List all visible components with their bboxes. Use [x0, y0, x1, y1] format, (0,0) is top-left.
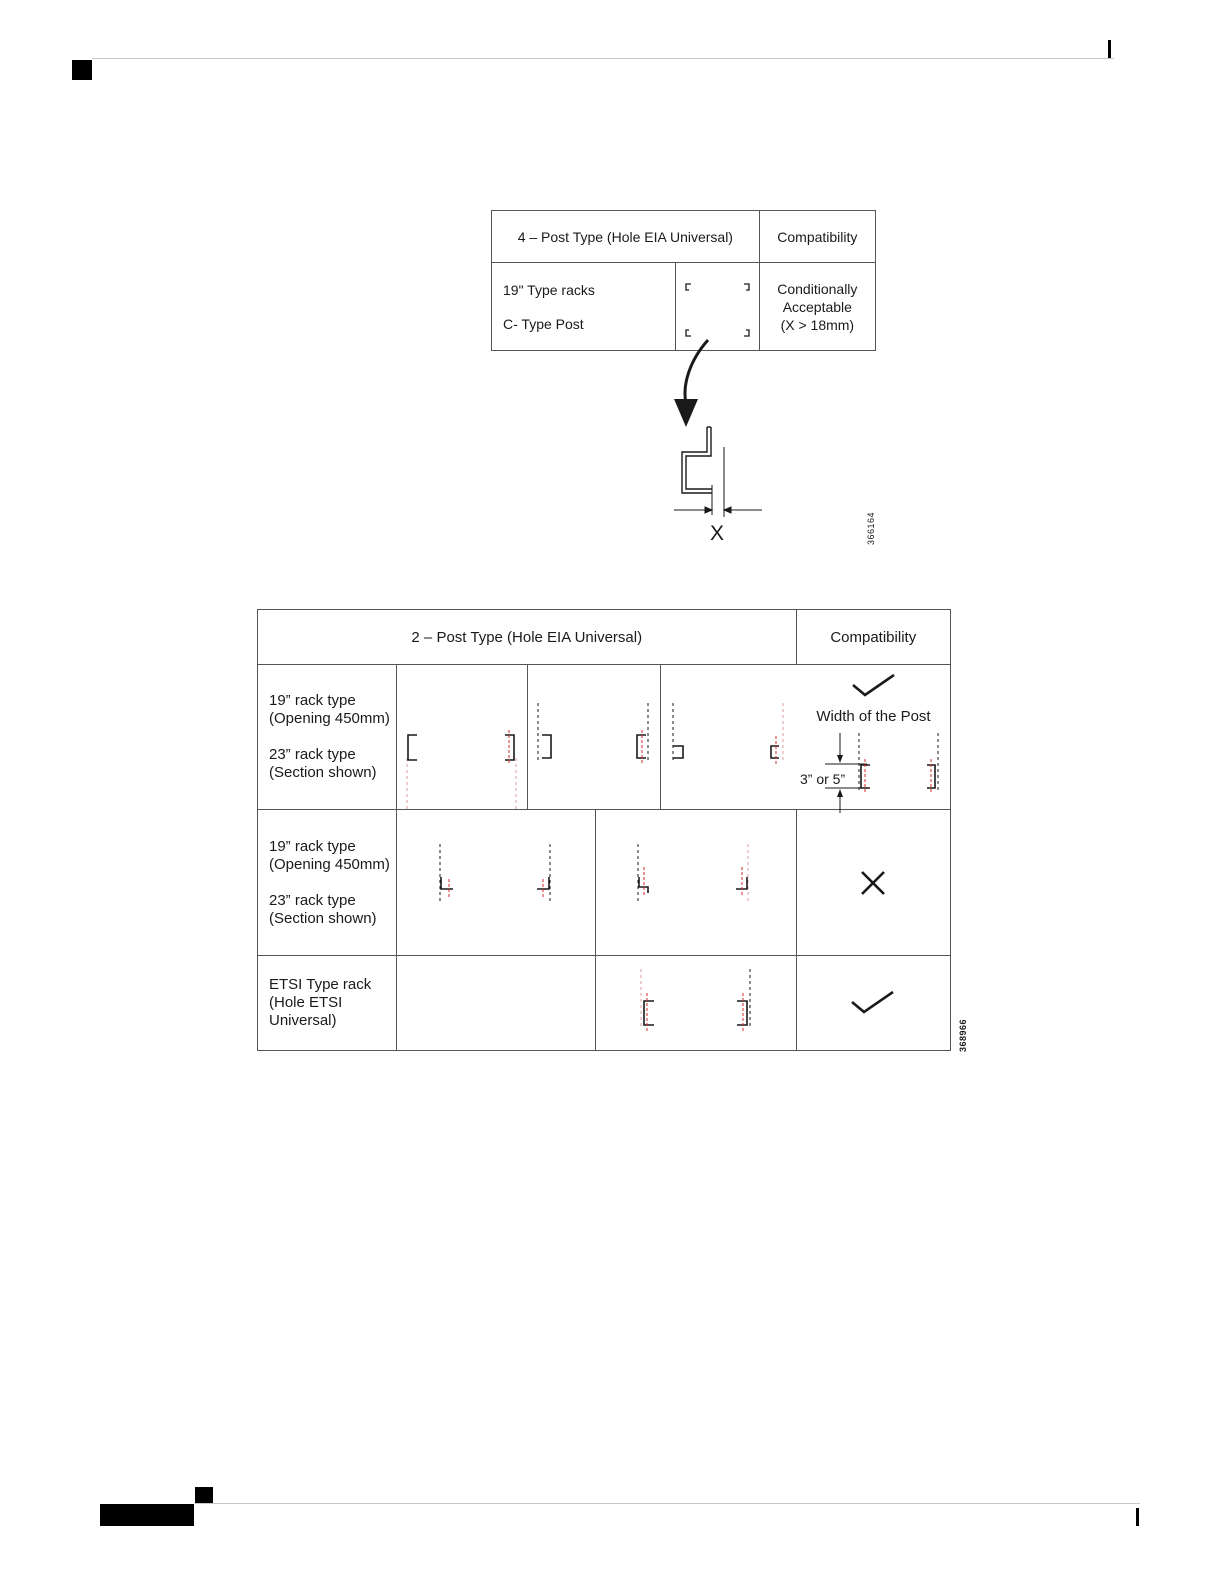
- row1-config-b: [527, 665, 660, 810]
- width-of-post-diagram: [821, 733, 947, 815]
- two-post-header: 2 – Post Type (Hole EIA Universal): [258, 610, 797, 665]
- row3-compat-cell: [796, 956, 950, 1051]
- two-post-row3-label: [258, 956, 397, 1051]
- header-rule: [92, 58, 1114, 59]
- check-icon: [850, 988, 896, 1018]
- two-post-compat-header: Compatibility: [796, 610, 950, 665]
- row1-label-line1: 19” rack type: [269, 692, 356, 709]
- row3-empty-cell: [396, 956, 595, 1051]
- four-post-compat-line2: Acceptable: [782, 298, 852, 315]
- four-post-row-label: [492, 263, 676, 351]
- check-icon: [851, 671, 897, 701]
- width-of-post-label: Width of the Post: [816, 708, 931, 725]
- row2-config-a: [396, 810, 595, 956]
- header-right-tick: [1108, 40, 1111, 58]
- row1-label-line2: (Opening 450mm): [269, 710, 390, 727]
- callout-arrow-head: [674, 399, 698, 427]
- row1-config-c-diagram: [661, 666, 796, 809]
- four-post-table: [491, 210, 876, 351]
- row1-compat-cell: [797, 665, 950, 810]
- c-post-section: [682, 427, 712, 493]
- dimension-x-label: X: [710, 522, 725, 545]
- post-tl-shape: [686, 284, 691, 290]
- row3-label-line2: (Hole ETSI: [269, 994, 343, 1011]
- figure-id-368966: 368966: [958, 1018, 968, 1052]
- four-post-label-line2: C- Type Post: [503, 315, 584, 332]
- row2-label-line3: 23” rack type: [269, 891, 356, 909]
- row3-label-line1: ETSI Type rack: [269, 976, 372, 993]
- two-post-row2-label: [258, 810, 397, 956]
- row1-config-a: [396, 665, 527, 810]
- row2-compat-cell: [796, 810, 950, 956]
- footer-tab: [100, 1504, 194, 1526]
- row1-config-a-diagram: [397, 666, 527, 809]
- row2-config-a-diagram: [397, 811, 595, 955]
- four-post-compat-line1: Conditionally: [777, 280, 858, 297]
- header-corner-marker: [72, 60, 92, 80]
- two-post-row1-label: [258, 665, 397, 810]
- four-post-label-line1: 19" Type racks: [503, 281, 595, 298]
- footer-rule: [195, 1503, 1140, 1504]
- four-post-compat-header: Compatibility: [759, 211, 875, 263]
- post-tr-shape: [744, 284, 749, 290]
- four-post-header: 4 – Post Type (Hole EIA Universal): [492, 211, 760, 263]
- row2-label-line1: 19” rack type: [269, 837, 356, 855]
- row3-config: [595, 956, 796, 1051]
- row2-config-b: [595, 810, 796, 956]
- dimension-arrows: [674, 507, 762, 513]
- post-detail-diagram: [660, 335, 780, 525]
- four-post-compat-line3: (X > 18mm): [780, 316, 855, 333]
- row2-config-b-diagram: [596, 811, 796, 955]
- row1-label-line4: (Section shown): [269, 764, 377, 781]
- row1-config-b-diagram: [528, 666, 660, 809]
- callout-arrow-curve: [685, 340, 708, 403]
- row3-label-line3: Universal): [269, 1012, 337, 1029]
- cross-icon: [858, 868, 888, 898]
- post-dimension-label: 3” or 5”: [800, 771, 846, 787]
- row1-label-line3: 23” rack type: [269, 746, 356, 763]
- figure-id-366164: 366164: [866, 511, 876, 545]
- footer-marker: [195, 1487, 213, 1503]
- row2-label-line2: (Opening 450mm): [269, 855, 390, 873]
- row3-config-diagram: [596, 957, 796, 1050]
- footer-right-tick: [1136, 1508, 1139, 1526]
- row2-label-line4: (Section shown): [269, 909, 377, 927]
